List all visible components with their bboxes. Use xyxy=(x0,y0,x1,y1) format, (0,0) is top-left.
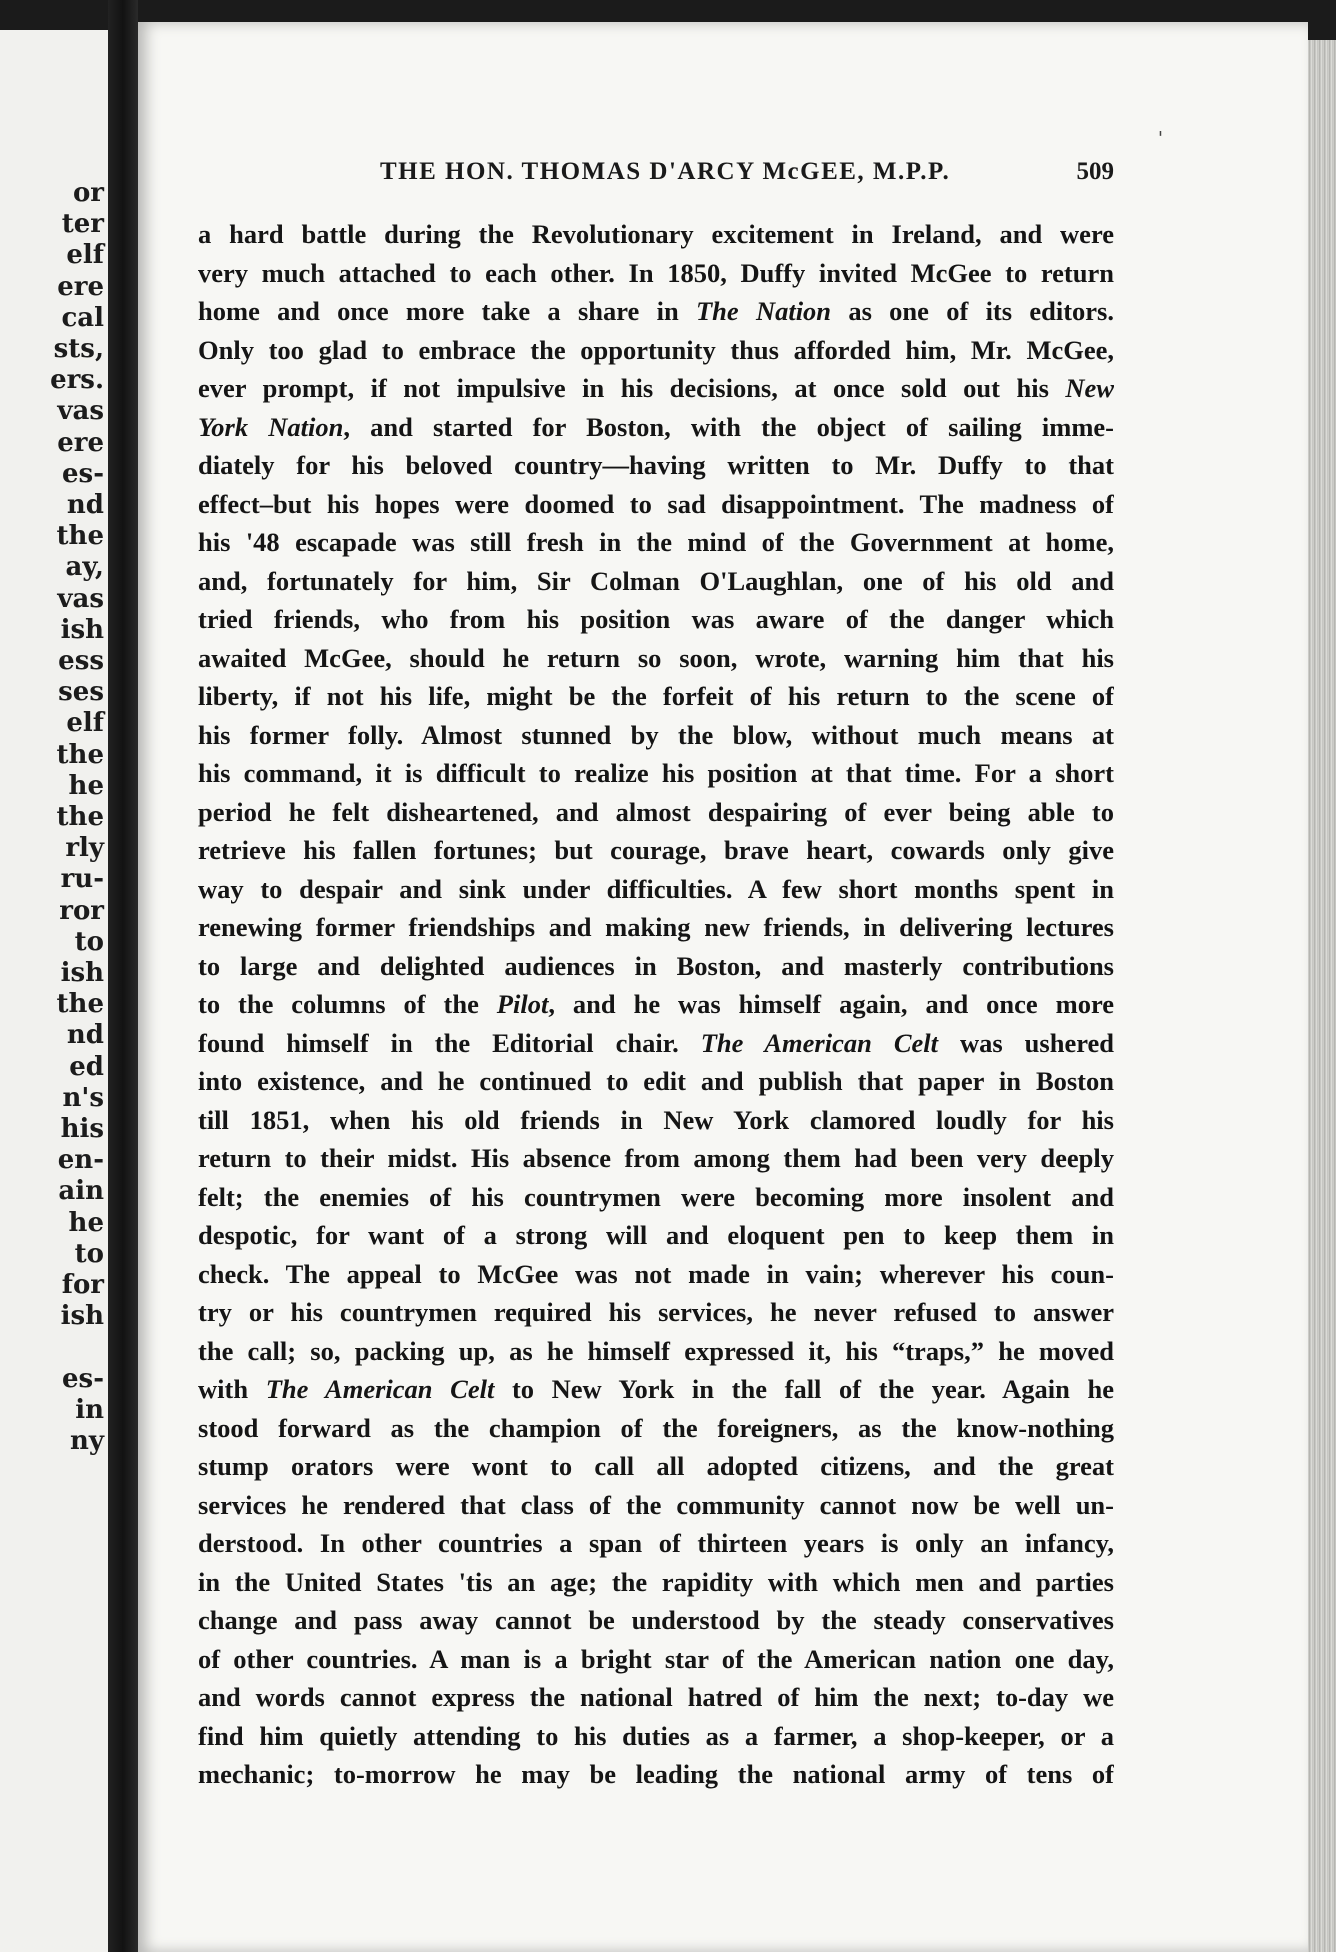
left-page-fragment: the xyxy=(56,989,104,1020)
text-line: services he rendered that class of the community cannot now be well un- xyxy=(198,1489,1114,1520)
left-page-fragment: ess xyxy=(58,646,104,676)
book-gutter xyxy=(108,0,138,1952)
text-line: diately for his beloved country—having written to Mr. Duffy to that xyxy=(198,450,1114,480)
left-page-fragment: he xyxy=(68,1207,104,1238)
text-line: and words cannot express the national hatred of him the next; to-day we xyxy=(198,1682,1114,1712)
text-line: home and once more take a share in The Nation as one of its editors. xyxy=(198,296,1114,326)
text-line: to the columns of the Pilot, and he was himself again, and once more xyxy=(198,989,1114,1019)
left-page-fragment: ers. xyxy=(50,365,104,396)
text-line: found himself in the Editorial chair. The American Celt was ushered xyxy=(198,1027,1114,1058)
left-page-fragment: nd xyxy=(66,1020,104,1051)
left-page-fragment: sts, xyxy=(53,334,104,364)
left-page-fragment: to xyxy=(74,1238,104,1269)
text-line: awaited McGee, should he return so soon, wrote, warning him that his xyxy=(198,642,1114,673)
left-page-fragment: ed xyxy=(69,1051,104,1082)
left-page-fragment: elf xyxy=(66,240,104,271)
left-page-fragment: his xyxy=(60,1114,104,1144)
text-line: his command, it is difficult to realize his position at that time. For a short xyxy=(198,758,1114,788)
text-line: change and pass away cannot be understood by the steady conservatives xyxy=(198,1605,1114,1635)
text-line: liberty, if not his life, might be the forfeit of his return to the scene of xyxy=(198,681,1114,711)
left-page-fragment: ses xyxy=(58,677,104,708)
left-page-fragment: ere xyxy=(57,271,104,302)
page-stack-edge xyxy=(1308,40,1336,1952)
text-line: stood forward as the champion of the foreigners, as the know-nothing xyxy=(198,1412,1114,1443)
body-text xyxy=(198,215,1114,1815)
left-page-edge xyxy=(0,30,108,1952)
text-line: to large and delighted audiences in Boston, and masterly contributions xyxy=(198,950,1114,981)
left-page-fragment: n's xyxy=(62,1082,104,1113)
text-line: York Nation, and started for Boston, with the object of sailing imme- xyxy=(198,411,1114,442)
text-line: mechanic; to-morrow he may be leading the national army of tens of xyxy=(198,1759,1114,1789)
left-page-fragment: ru- xyxy=(60,864,104,895)
left-page-fragment: ish xyxy=(60,614,104,645)
left-page-fragment: ere xyxy=(57,427,104,458)
text-line: his former folly. Almost stunned by the blow, without much means at xyxy=(198,719,1114,750)
running-head-title: THE HON. THOMAS D'ARCY McGEE, M.P.P. xyxy=(380,158,951,185)
left-page-fragment: nd xyxy=(66,490,104,520)
left-page-fragment: ish xyxy=(60,958,104,988)
left-page-fragment: ter xyxy=(61,209,104,240)
text-line: return to their midst. His absence from among them had been very deeply xyxy=(198,1143,1114,1173)
left-page-fragment: vas xyxy=(57,396,104,427)
text-line: Only too glad to embrace the opportunity thus afforded him, Mr. McGee, xyxy=(198,334,1114,365)
left-page-fragment: to xyxy=(74,926,104,957)
left-page-fragment: ny xyxy=(69,1426,104,1456)
left-page-fragment: ain xyxy=(58,1176,104,1207)
left-page-fragment: ay, xyxy=(65,552,104,583)
text-line: retrieve his fallen fortunes; but courage, brave heart, cowards only give xyxy=(198,835,1114,865)
text-line: stump orators were wont to call all adopted citizens, and the great xyxy=(198,1451,1114,1481)
text-line: effect–but his hopes were doomed to sad disappointment. The madness of xyxy=(198,488,1114,519)
text-line: check. The appeal to McGee was not made in vain; wherever his coun- xyxy=(198,1258,1114,1289)
text-line: way to despair and sink under difficulties. A few short months spent in xyxy=(198,873,1114,904)
text-line: felt; the enemies of his countrymen were becoming more insolent and xyxy=(198,1181,1114,1212)
text-line: with The American Celt to New York in the fall of the year. Again he xyxy=(198,1374,1114,1404)
left-page-fragment: elf xyxy=(66,708,104,739)
left-page-fragment: the xyxy=(56,521,104,552)
text-line: try or his countrymen required his services, he never refused to answer xyxy=(198,1297,1114,1327)
text-line: tried friends, who from his position was aware of the danger which xyxy=(198,604,1114,634)
left-page-fragment: ish xyxy=(60,1301,104,1332)
scan-speck: ' xyxy=(1158,128,1163,149)
text-line: despotic, for want of a strong will and eloquent pen to keep them in xyxy=(198,1220,1114,1250)
text-line: the call; so, packing up, as he himself expressed it, his “traps,” he moved xyxy=(198,1335,1114,1366)
left-page-fragment: or xyxy=(72,178,104,208)
left-page-fragment: en- xyxy=(57,1145,104,1176)
text-line: derstood. In other countries a span of thirteen years is only an infancy, xyxy=(198,1528,1114,1558)
text-line: his '48 escapade was still fresh in the mind of the Government at home, xyxy=(198,527,1114,557)
left-page-fragment: cal xyxy=(61,302,104,333)
text-line: a hard battle during the Revolutionary excitement in Ireland, and were xyxy=(198,219,1114,249)
text-line: into existence, and he continued to edit and publish that paper in Boston xyxy=(198,1066,1114,1096)
left-page-fragment: he xyxy=(68,770,104,801)
text-line: very much attached to each other. In 1850, Duffy invited McGee to return xyxy=(198,257,1114,288)
page-number: 509 xyxy=(1076,158,1114,185)
left-page-fragment: rly xyxy=(65,833,104,864)
running-head xyxy=(230,158,1114,194)
text-line: and, fortunately for him, Sir Colman O'Laughlan, one of his old and xyxy=(198,565,1114,596)
left-page-fragment: vas xyxy=(57,583,104,614)
text-line: in the United States 'tis an age; the rapidity with which men and parties xyxy=(198,1566,1114,1597)
left-page-fragment: for xyxy=(61,1270,104,1300)
text-line: find him quietly attending to his duties as a farmer, a shop-keeper, or a xyxy=(198,1720,1114,1751)
left-page-fragment: in xyxy=(75,1394,104,1425)
left-page-fragment: the xyxy=(56,802,104,832)
text-line: till 1851, when his old friends in New York clamored loudly for his xyxy=(198,1104,1114,1135)
left-page-fragment: es- xyxy=(62,458,104,489)
text-line: renewing former friendships and making new friends, in delivering lectures xyxy=(198,912,1114,942)
left-page-fragment: ror xyxy=(59,895,104,926)
text-line: of other countries. A man is a bright star of the American nation one day, xyxy=(198,1643,1114,1674)
text-line: period he felt disheartened, and almost despairing of ever being able to xyxy=(198,796,1114,827)
text-line: ever prompt, if not impulsive in his decisions, at once sold out his New xyxy=(198,373,1114,403)
left-page-fragment: the xyxy=(56,739,104,770)
left-page-fragment: es- xyxy=(62,1363,104,1394)
